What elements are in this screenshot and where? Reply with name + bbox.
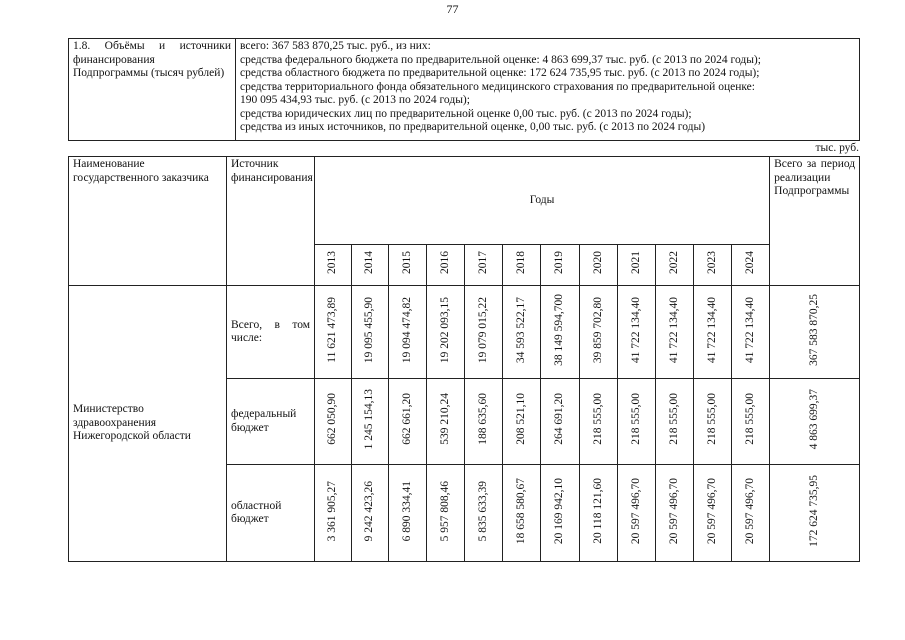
value-text: 218 555,00 [591, 393, 604, 446]
value-text: 20 169 942,10 [553, 477, 566, 544]
value-text: 5 957 808,46 [438, 480, 451, 541]
value-cell [732, 286, 770, 379]
value-cell [732, 465, 770, 562]
value-text: 38 149 594,700 [553, 293, 566, 366]
value-cell [541, 379, 580, 465]
value-cell [618, 379, 656, 465]
value-cell [580, 465, 618, 562]
page-number: 77 [446, 2, 459, 16]
value-text: 41 722 134,40 [743, 296, 756, 363]
value-cell [352, 379, 389, 465]
section-line: средства юридических лиц по предварительной оценке 0,00 тыс. руб. (с 2013 по 2024 годы); [240, 107, 692, 120]
value-cell [656, 286, 694, 379]
value-text: 41 722 134,40 [705, 296, 718, 363]
value-text: 264 691,20 [553, 393, 566, 446]
total-text: 172 624 735,95 [807, 474, 820, 547]
section-line: всего: 367 583 870,25 тыс. руб., из них: [240, 40, 431, 52]
value-cell [465, 379, 503, 465]
year-header-cell [465, 245, 503, 286]
year-header-cell [656, 245, 694, 286]
year-header-cell [503, 245, 541, 286]
value-cell [541, 465, 580, 562]
header-customer: Наименование государственного заказчика [69, 157, 227, 286]
source-cell: областной бюджет [227, 465, 315, 562]
value-cell [315, 465, 352, 562]
value-text: 18 658 580,67 [514, 477, 527, 544]
value-cell [503, 465, 541, 562]
value-text: 20 597 496,70 [705, 477, 718, 544]
value-cell [618, 465, 656, 562]
year-label: 2022 [667, 251, 680, 275]
year-label: 2013 [326, 251, 339, 275]
value-cell [694, 286, 732, 379]
source-cell: федеральный бюджет [227, 379, 315, 465]
section-line: 190 095 434,93 тыс. руб. (с 2013 по 2024 годы); [240, 94, 470, 106]
year-label: 2018 [514, 251, 527, 275]
year-header-cell [580, 245, 618, 286]
value-text: 20 118 121,60 [591, 477, 604, 544]
year-header-cell [352, 245, 389, 286]
year-label: 2017 [476, 251, 489, 275]
year-label: 2020 [591, 251, 604, 275]
section-line: средства из иных источников, по предварительной оценке, 0,00 тыс. руб. (с 2013 по 2024 годы) [240, 121, 706, 133]
customer-cell: Министерство здравоохранения Нижегородской области [69, 286, 227, 562]
value-text: 539 210,24 [438, 393, 451, 446]
year-label: 2021 [629, 251, 642, 275]
year-label: 2024 [743, 251, 756, 275]
units-label: тыс. руб. [815, 142, 859, 154]
value-cell [389, 286, 427, 379]
value-text: 5 835 633,39 [476, 480, 489, 541]
value-text: 3 361 905,27 [326, 480, 339, 541]
value-cell [503, 286, 541, 379]
value-text: 11 621 473,89 [326, 296, 339, 363]
header-total: Всего за период реализации Подпрограммы [770, 157, 860, 286]
value-text: 218 555,00 [705, 393, 718, 446]
value-cell [656, 379, 694, 465]
total-text: 4 863 699,37 [807, 389, 820, 450]
year-label: 2015 [400, 251, 413, 275]
header-years: Годы [315, 157, 770, 245]
value-text: 6 890 334,41 [400, 480, 413, 541]
total-cell [770, 465, 860, 562]
financing-table [68, 156, 860, 562]
total-cell [770, 286, 860, 379]
value-text: 662 661,20 [400, 393, 413, 446]
source-cell: Всего, в том числе: [227, 286, 315, 379]
value-text: 39 859 702,80 [591, 296, 604, 363]
value-cell [427, 379, 465, 465]
year-header-cell [541, 245, 580, 286]
year-header-cell [389, 245, 427, 286]
value-text: 34 593 522,17 [514, 296, 527, 363]
value-text: 20 597 496,70 [743, 477, 756, 544]
value-cell [465, 465, 503, 562]
year-header-cell [732, 245, 770, 286]
value-cell [352, 286, 389, 379]
value-cell [618, 286, 656, 379]
section-line: средства федерального бюджета по предварительной оценке: 4 863 699,37 тыс. руб. (с 2013 по 2024 годы); [240, 53, 761, 66]
section-label: 1.8. Объёмы и источники финансирования Подпрограммы (тысяч рублей) [69, 39, 236, 141]
value-text: 20 597 496,70 [667, 477, 680, 544]
value-cell [427, 465, 465, 562]
value-text: 218 555,00 [667, 393, 680, 446]
value-text: 662 050,90 [326, 393, 339, 446]
table-row [69, 286, 860, 379]
year-label: 2016 [438, 251, 451, 275]
value-text: 19 094 474,82 [400, 296, 413, 363]
value-text: 218 555,00 [629, 393, 642, 446]
value-text: 41 722 134,40 [667, 296, 680, 363]
value-cell [580, 379, 618, 465]
value-cell [503, 379, 541, 465]
value-cell [465, 286, 503, 379]
year-label: 2023 [705, 251, 718, 275]
section-line: средства территориального фонда обязательного медицинского страхования по предварительной оценке: [240, 80, 755, 93]
value-text: 188 635,60 [476, 393, 489, 446]
value-cell [389, 465, 427, 562]
value-text: 208 521,10 [514, 393, 527, 446]
passport-section-table [68, 38, 860, 141]
value-text: 9 242 423,26 [363, 480, 376, 541]
total-text: 367 583 870,25 [807, 293, 820, 366]
value-cell [694, 379, 732, 465]
value-text: 41 722 134,40 [629, 296, 642, 363]
year-label: 2019 [553, 251, 566, 275]
total-cell [770, 379, 860, 465]
value-text: 1 245 154,13 [363, 389, 376, 450]
value-cell [352, 465, 389, 562]
value-cell [694, 465, 732, 562]
value-cell [580, 286, 618, 379]
value-text: 20 597 496,70 [629, 477, 642, 544]
year-header-cell [427, 245, 465, 286]
value-cell [389, 379, 427, 465]
year-header-cell [694, 245, 732, 286]
value-text: 19 079 015,22 [476, 296, 489, 363]
value-cell [315, 286, 352, 379]
year-header-cell [315, 245, 352, 286]
value-cell [732, 379, 770, 465]
header-source: Источник финансирования [227, 157, 315, 286]
value-text: 19 095 455,90 [363, 296, 376, 363]
value-cell [656, 465, 694, 562]
year-label: 2014 [363, 251, 376, 275]
value-text: 19 202 093,15 [438, 296, 451, 363]
section-description [236, 39, 860, 141]
value-text: 218 555,00 [743, 393, 756, 446]
value-cell [427, 286, 465, 379]
value-cell [315, 379, 352, 465]
value-cell [541, 286, 580, 379]
section-line: средства областного бюджета по предварительной оценке: 172 624 735,95 тыс. руб. (с 2013 по 2024 годы); [240, 67, 760, 79]
year-header-cell [618, 245, 656, 286]
